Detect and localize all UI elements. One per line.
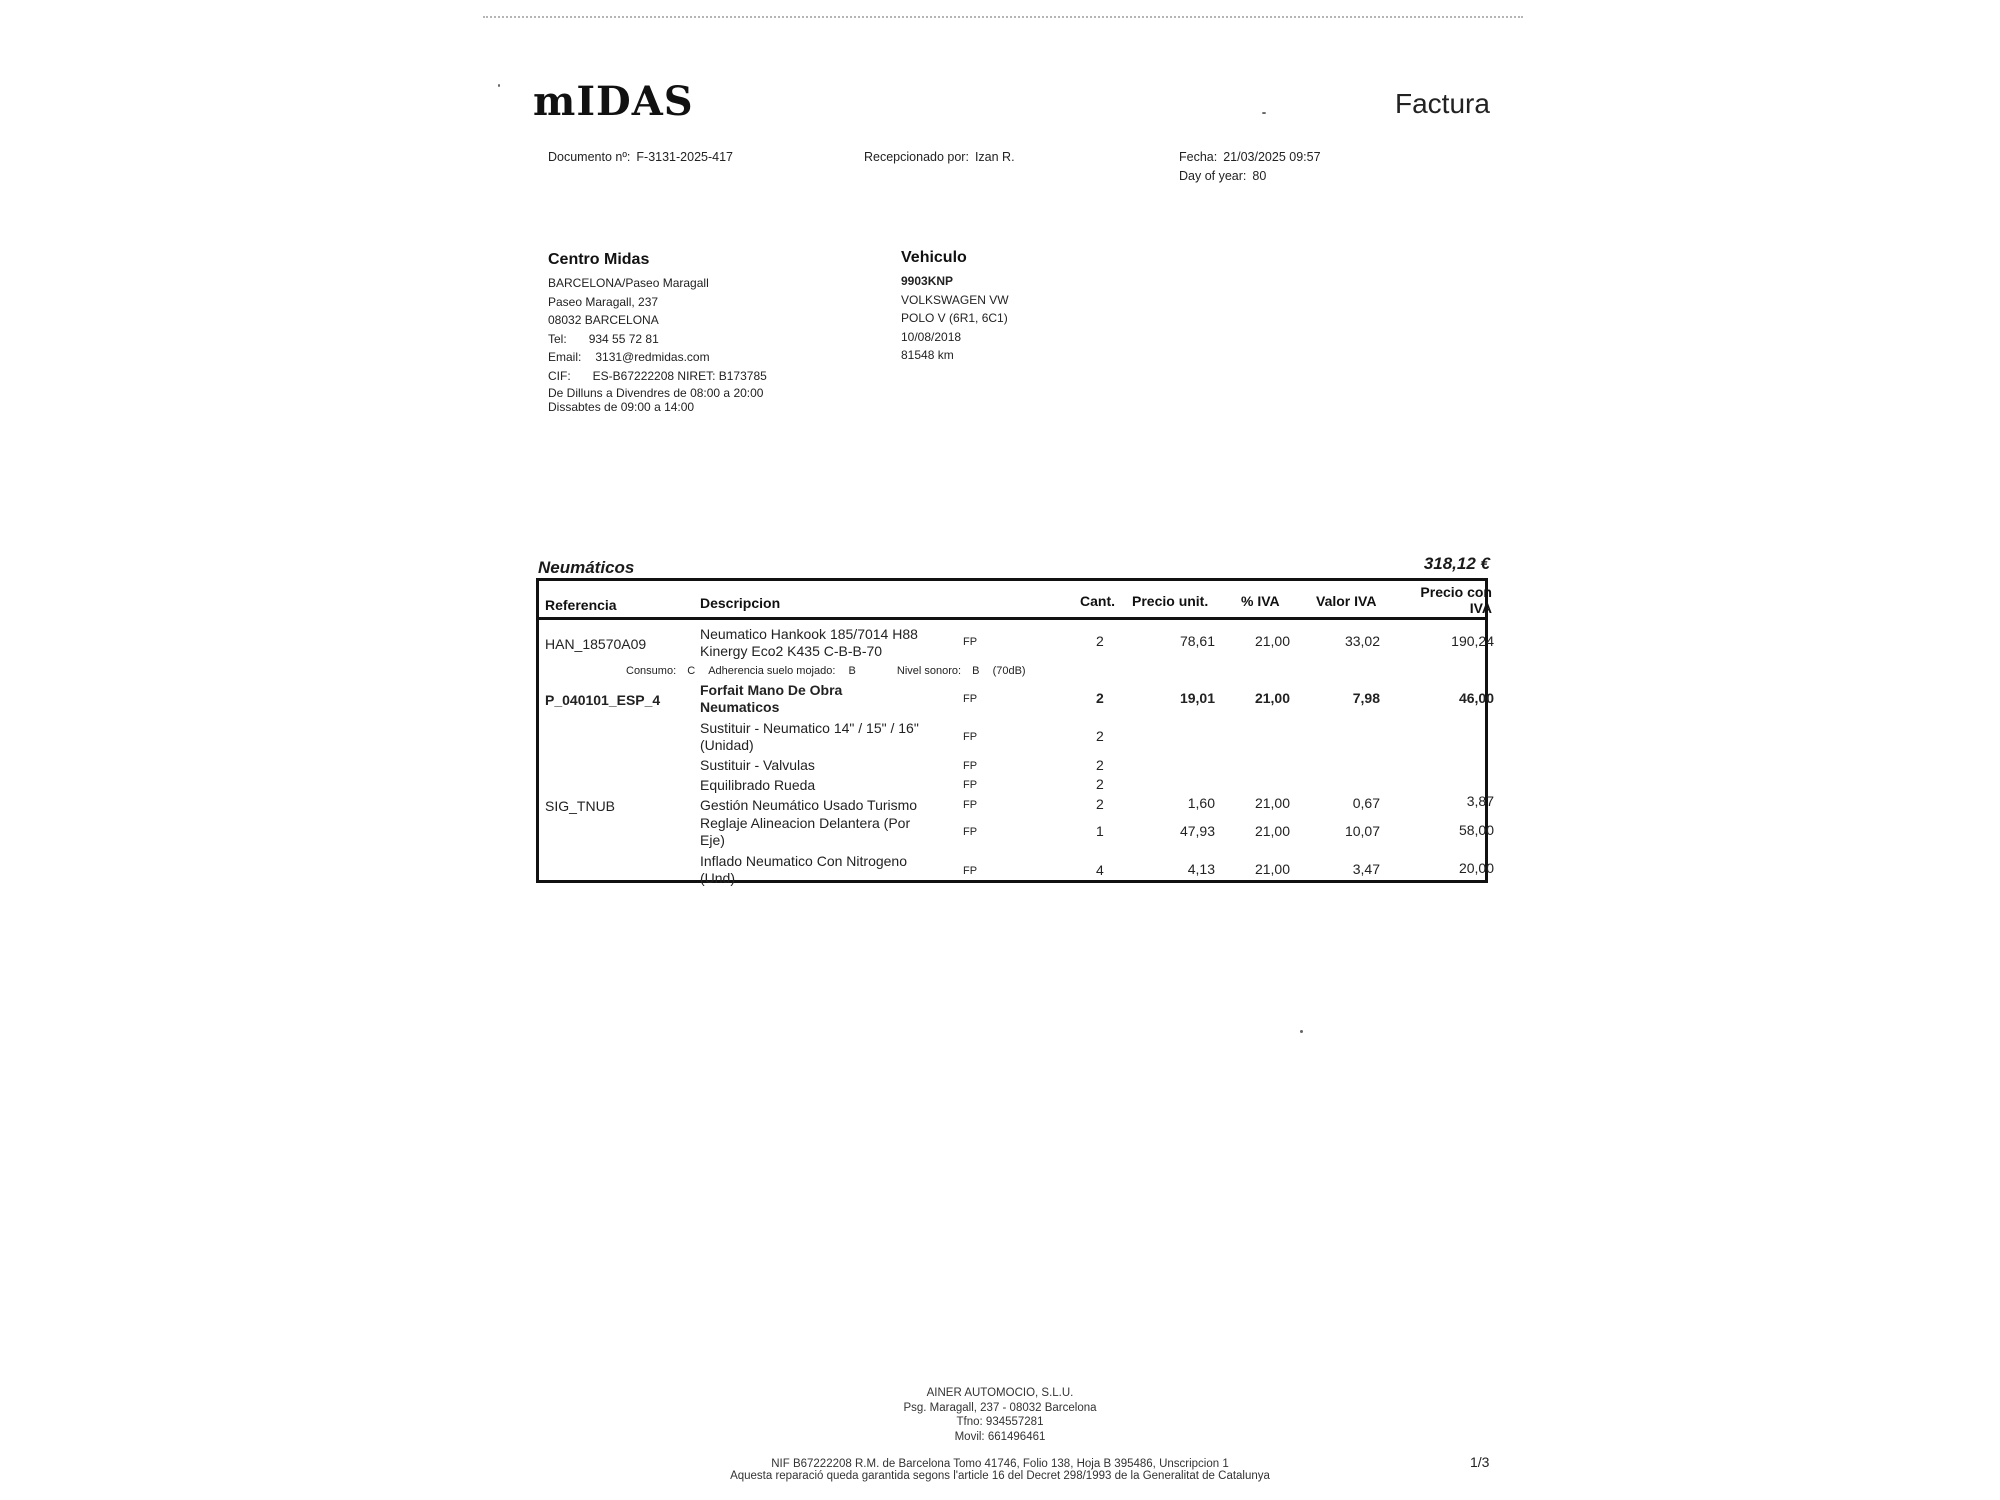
row-qty: 2	[1096, 690, 1104, 706]
row-ref: P_040101_ESP_4	[545, 692, 661, 708]
row-qty: 2	[1096, 776, 1104, 792]
row-total: 190,24	[1451, 633, 1494, 649]
row-total: 46,00	[1458, 690, 1494, 706]
row-vat-pct: 21,00	[1254, 633, 1290, 649]
date-block	[1179, 148, 1321, 186]
footer-mobile: Movil: 661496461	[954, 1430, 1046, 1443]
date-label: Fecha:	[1179, 150, 1218, 164]
scan-speck	[498, 84, 500, 87]
row-qty: 1	[1096, 823, 1104, 839]
hours-weekdays: De Dilluns a Divendres de 08:00 a 20:00	[548, 386, 764, 400]
row-desc-line: (Und)	[700, 870, 736, 886]
scan-speck	[1262, 112, 1266, 114]
row-desc-line: Eje)	[700, 832, 725, 848]
tel-label: Tel:	[548, 331, 567, 346]
col-header-total-line: Precio con	[1420, 584, 1492, 600]
vehicle-plate: 9903KNP	[901, 274, 954, 288]
row-qty: 2	[1096, 728, 1104, 744]
col-header-qty: Cant.	[1080, 593, 1115, 609]
vehicle-heading: Vehiculo	[901, 249, 967, 266]
footer-company: AINER AUTOMOCIO, S.L.U.	[926, 1387, 1074, 1399]
row-fp: FP	[963, 826, 978, 838]
received-by-value: Izan R.	[974, 150, 1015, 164]
date-value: 21/03/2025 09:57	[1223, 150, 1321, 164]
opening-hours	[548, 386, 763, 414]
footer-address: Psg. Maragall, 237 - 08032 Barcelona	[903, 1401, 1097, 1414]
tel-value: 934 55 72 81	[588, 331, 659, 346]
row-vat-pct: 21,00	[1254, 823, 1290, 839]
row-fp: FP	[963, 779, 978, 791]
col-header-ref: Referencia	[545, 597, 617, 613]
scan-top-edge	[483, 16, 1523, 18]
nivel-label: Nivel sonoro:	[896, 665, 962, 677]
page-number: 1/3	[1470, 1454, 1490, 1470]
vehicle-details	[901, 272, 1009, 365]
row-fp: FP	[963, 636, 978, 648]
table-header-rule	[539, 617, 1485, 620]
consumo-value: C	[687, 665, 696, 677]
day-of-year-value: 80	[1252, 169, 1267, 183]
adherencia-value: B	[848, 665, 856, 677]
hours-saturday: Dissabtes de 09:00 a 14:00	[548, 400, 695, 414]
row-desc-line: Sustituir - Neumatico 14" / 15" / 16"	[700, 720, 919, 736]
center-line: BARCELONA/Paseo Maragall	[548, 276, 709, 290]
row-vat-pct: 21,00	[1254, 690, 1290, 706]
nivel-value: B	[972, 665, 980, 677]
row-desc	[700, 853, 907, 887]
received-by-label: Recepcionado por:	[864, 150, 969, 164]
row-desc: Sustituir - Valvulas	[700, 757, 815, 773]
row-ref: HAN_18570A09	[545, 636, 647, 652]
document-number	[548, 150, 733, 164]
row-desc-line: Neumaticos	[700, 699, 780, 715]
day-of-year-label: Day of year:	[1179, 169, 1247, 183]
email-label: Email:	[548, 350, 582, 365]
row-desc-line: Kinergy Eco2 K435 C-B-B-70	[700, 643, 883, 659]
row-desc	[700, 682, 842, 716]
row-desc: Gestión Neumático Usado Turismo	[700, 797, 918, 813]
footer-phone: Tfno: 934557281	[956, 1416, 1044, 1428]
row-fp: FP	[963, 693, 978, 705]
row-desc	[700, 720, 919, 754]
row-fp: FP	[963, 865, 978, 877]
category-total: 318,12 €	[1423, 554, 1490, 573]
row-vat-pct: 21,00	[1254, 861, 1290, 877]
adherencia-label: Adherencia suelo mojado:	[708, 665, 836, 677]
row-qty: 2	[1096, 633, 1104, 649]
row-desc: Equilibrado Rueda	[700, 777, 816, 793]
row-qty: 2	[1096, 796, 1104, 812]
center-line: Paseo Maragall, 237	[548, 294, 659, 309]
vehicle-make: VOLKSWAGEN VW	[901, 292, 1009, 307]
cif-label: CIF:	[548, 368, 571, 383]
nivel-db: (70dB)	[992, 665, 1026, 677]
row-fp: FP	[963, 760, 978, 772]
row-vat-value: 7,98	[1352, 690, 1380, 706]
consumo-label: Consumo:	[626, 665, 677, 677]
row-total: 58,00	[1458, 822, 1494, 838]
row-total: 3,87	[1466, 793, 1494, 809]
row-desc-line: Inflado Neumatico Con Nitrogeno	[700, 853, 908, 869]
row-qty: 2	[1096, 757, 1104, 773]
center-details	[548, 274, 767, 386]
footer-legal	[640, 1458, 1360, 1482]
row-vat-value: 3,47	[1352, 861, 1380, 877]
midas-logo: mIDAS	[533, 78, 694, 125]
vehicle-model: POLO V (6R1, 6C1)	[901, 311, 1008, 326]
email-value: 3131@redmidas.com	[595, 350, 710, 365]
tyre-label-info	[626, 665, 1026, 677]
col-header-total-line: IVA	[1469, 600, 1492, 616]
received-by	[864, 150, 1015, 164]
row-vat-value: 10,07	[1344, 823, 1380, 839]
footer-registry: NIF B67222208 R.M. de Barcelona Tomo 41746, Folio 138, Hoja B 395486, Unscripcion 1	[771, 1458, 1229, 1470]
document-number-value: F-3131-2025-417	[636, 150, 733, 164]
row-vat-pct: 21,00	[1254, 795, 1290, 811]
cif-value: ES-B67222208 NIRET: B173785	[592, 368, 767, 383]
scan-speck	[1300, 1030, 1303, 1033]
col-header-vat-value: Valor IVA	[1316, 593, 1377, 609]
vehicle-date: 10/08/2018	[901, 329, 962, 344]
vehicle-km: 81548 km	[901, 348, 954, 363]
document-number-label: Documento nº:	[548, 150, 631, 164]
col-header-total	[1396, 584, 1492, 616]
row-unit-price: 1,60	[1187, 795, 1215, 811]
row-desc-line: Forfait Mano De Obra	[700, 682, 843, 698]
row-unit-price: 47,93	[1179, 823, 1215, 839]
center-heading: Centro Midas	[548, 251, 650, 268]
row-desc-line: (Unidad)	[700, 737, 754, 753]
footer-guarantee: Aquesta reparació queda garantida segons l'article 16 del Decret 298/1993 de la Generalitat de Catalunya	[730, 1470, 1270, 1482]
row-unit-price: 4,13	[1187, 861, 1215, 877]
col-header-desc: Descripcion	[700, 595, 781, 611]
center-line: 08032 BARCELONA	[548, 313, 659, 328]
col-header-vat-pct: % IVA	[1241, 593, 1280, 609]
col-header-unit: Precio unit.	[1132, 593, 1209, 609]
row-desc	[700, 815, 910, 849]
row-ref: SIG_TNUB	[545, 798, 616, 814]
row-vat-value: 33,02	[1344, 633, 1380, 649]
row-desc	[700, 626, 918, 660]
row-qty: 4	[1096, 862, 1104, 878]
footer-company-info	[700, 1386, 1300, 1444]
row-fp: FP	[963, 731, 978, 743]
row-total: 20,00	[1458, 860, 1494, 876]
row-desc-line: Reglaje Alineacion Delantera (Por	[700, 815, 911, 831]
row-unit-price: 78,61	[1179, 633, 1215, 649]
row-fp: FP	[963, 799, 978, 811]
row-unit-price: 19,01	[1179, 690, 1215, 706]
category-label: Neumáticos	[538, 558, 635, 577]
row-desc-line: Neumatico Hankook 185/7014 H88	[700, 626, 918, 642]
row-vat-value: 0,67	[1352, 795, 1380, 811]
document-title: Factura	[1395, 88, 1490, 119]
